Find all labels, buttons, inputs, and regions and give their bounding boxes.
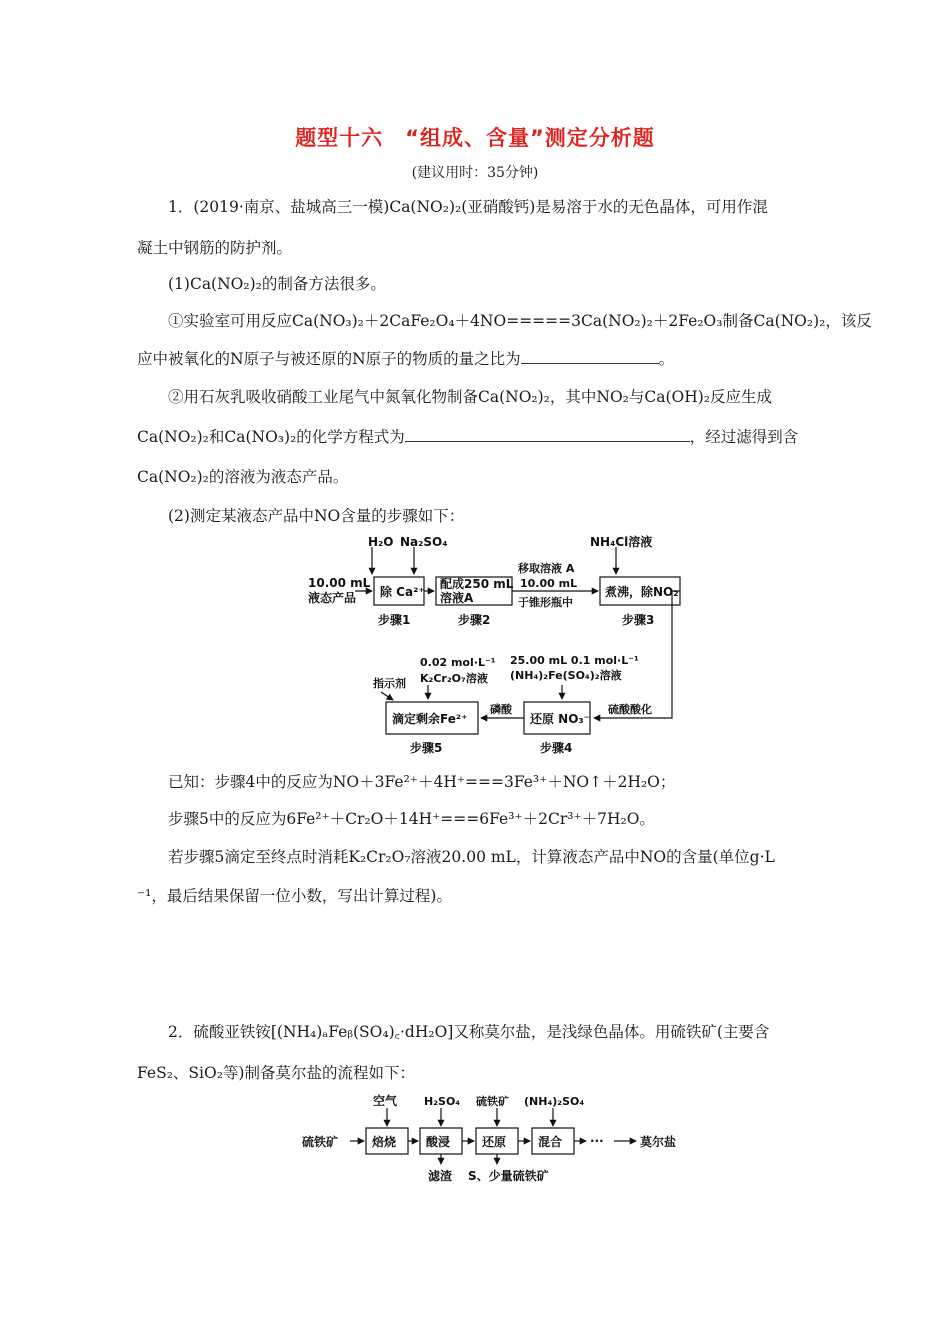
step1-label: 步骤1 xyxy=(378,613,411,627)
sample-volume: 10.00 mL xyxy=(308,576,371,590)
roast-label: 焙烧 xyxy=(372,1135,397,1149)
input-air: 空气 xyxy=(373,1094,398,1108)
suggested-time: (建议用时：35分钟) xyxy=(411,165,539,181)
sulfur-residue: S、少量硫铁矿 xyxy=(468,1169,549,1183)
k2cr2o7-concentration: 0.02 mol·L⁻¹ xyxy=(420,656,496,669)
step5-box-label: 滴定剩余Fe²⁺ xyxy=(392,712,468,726)
ellipsis: ··· xyxy=(590,1134,604,1148)
calc-line1: 若步骤5滴定至终点时消耗K₂Cr₂O₇溶液20.00 mL，计算液态产品中NO的含量(单位g·L xyxy=(168,848,775,866)
k2cr2o7-solution: K₂Cr₂O₇溶液 xyxy=(420,672,488,685)
step2-box-label-2: 溶液A xyxy=(440,591,474,605)
acid-leach-label: 酸浸 xyxy=(426,1135,451,1149)
reagent-na2so4: Na₂SO₄ xyxy=(400,535,448,549)
step4-label: 步骤4 xyxy=(540,741,573,755)
known-step5: 步骤5中的反应为6Fe²⁺＋Cr₂O＋14H⁺===6Fe³⁺＋2Cr³⁺＋7H₂O。 xyxy=(168,810,655,828)
known-step4: 已知：步骤4中的反应为NO＋3Fe²⁺＋4H⁺===3Fe³⁺＋NO↑＋2H₂O； xyxy=(168,773,676,791)
step5-label: 步骤5 xyxy=(410,741,443,755)
answer-blank-1[interactable] xyxy=(521,363,659,364)
q1-line2: 凝土中钢筋的防护剂。 xyxy=(137,239,293,257)
step3-box-label: 煮沸，除NO₂ xyxy=(605,585,679,599)
step2-box-label-1: 配成250 mL xyxy=(440,577,514,591)
fe-reagent-amount: 25.00 mL 0.1 mol·L⁻¹ xyxy=(510,654,639,667)
q1-part1b-line2: Ca(NO₂)₂和Ca(NO₃)₂的化学方程式为 ，经过滤得到含 xyxy=(137,428,799,446)
step2-label: 步骤2 xyxy=(458,613,491,627)
input-ammonium-sulfate: (NH₄)₂SO₄ xyxy=(524,1095,585,1108)
phosphoric-acid-label: 磷酸 xyxy=(490,703,512,716)
q1-line1: 1．(2019·南京、盐城高三一模)Ca(NO₂)₂(亚硝酸钙)是易溶于水的无色晶体，可用作混 xyxy=(168,198,768,216)
q2-line1: 2．硫酸亚铁铵[(NH₄)ₐFeᵦ(SO₄)꜀·dH₂O]又称莫尔盐，是浅绿色晶体。用硫铁矿(主要含 xyxy=(168,1023,770,1041)
q1-part1b-line1: ②用石灰乳吸收硝酸工业尾气中氮氧化物制备Ca(NO₂)₂，其中NO₂与Ca(OH)₂反应生成 xyxy=(168,388,773,406)
filter-residue: 滤渣 xyxy=(428,1169,453,1183)
q1-part1: (1)Ca(NO₂)₂的制备方法很多。 xyxy=(168,275,386,293)
sulfuric-acidify-label: 硫酸酸化 xyxy=(608,703,652,716)
reduce-label: 还原 xyxy=(482,1135,507,1149)
step3-label: 步骤3 xyxy=(622,613,655,627)
q1-part1a-line1: ①实验室可用反应Ca(NO₃)₂＋2CaFe₂O₄＋4NO=====3Ca(NO₂)₂＋2Fe₂O₃制备Ca(NO₂)₂，该反 xyxy=(168,312,872,330)
nitrite-measurement-flowchart xyxy=(300,530,690,760)
q1-part2: (2)测定某液态产品中NO含量的步骤如下： xyxy=(168,507,465,525)
mohr-salt-flowchart xyxy=(296,1088,696,1186)
page-title: 题型十六 “组成、含量”测定分析题 xyxy=(295,126,655,150)
product-mohr-salt: 莫尔盐 xyxy=(640,1135,677,1149)
fe-reagent-name: (NH₄)₂Fe(SO₄)₂溶液 xyxy=(510,669,622,682)
reagent-nh4cl: NH₄Cl溶液 xyxy=(590,535,653,549)
start-pyrite: 硫铁矿 xyxy=(302,1135,339,1149)
q2-line2: FeS₂、SiO₂等)制备莫尔盐的流程如下： xyxy=(137,1064,415,1082)
reagent-h2o: H₂O xyxy=(368,535,394,549)
transfer-label-2: 10.00 mL xyxy=(520,577,578,590)
calc-line2: ⁻¹，最后结果保留一位小数，写出计算过程)。 xyxy=(137,887,452,905)
sample-name: 液态产品 xyxy=(308,591,357,605)
transfer-label-3: 于锥形瓶中 xyxy=(518,596,573,609)
answer-blank-2[interactable] xyxy=(405,441,690,442)
step4-box-label: 还原 NO₃⁻ xyxy=(530,712,591,726)
transfer-label-1: 移取溶液 A xyxy=(518,562,575,575)
q1-part1a-line2: 应中被氧化的N原子与被还原的N原子的物质的量之比为 。 xyxy=(137,350,675,368)
indicator-label: 指示剂 xyxy=(373,677,406,690)
step1-box-label: 除 Ca²⁺ xyxy=(380,585,425,599)
q1-part1b-line3: Ca(NO₂)₂的溶液为液态产品。 xyxy=(137,468,349,486)
input-h2so4: H₂SO₄ xyxy=(424,1095,461,1108)
input-pyrite: 硫铁矿 xyxy=(476,1095,509,1108)
mix-label: 混合 xyxy=(538,1135,563,1149)
